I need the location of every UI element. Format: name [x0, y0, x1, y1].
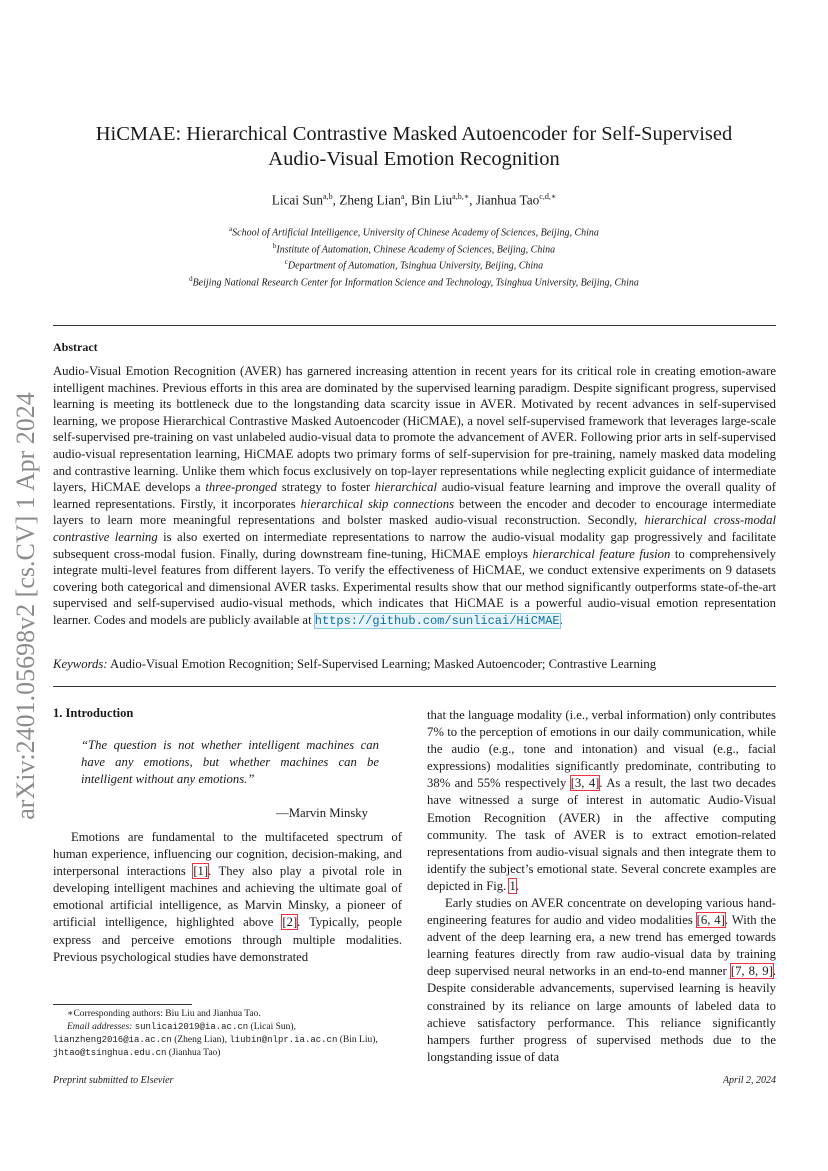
paragraph — [427, 895, 776, 1066]
abstract-heading: Abstract — [53, 340, 98, 354]
footnote — [53, 1008, 402, 1060]
keywords-text: Audio-Visual Emotion Recognition; Self-Supervised Learning; Masked Autoencoder; Contrastive Learning — [107, 657, 657, 671]
citation-link[interactable]: [2] — [282, 915, 298, 930]
title-line-2: Audio-Visual Emotion Recognition — [268, 148, 560, 170]
citation-link[interactable]: [1] — [193, 864, 209, 879]
footnote-rule — [53, 1004, 192, 1005]
citation-link[interactable]: [6, 4] — [696, 913, 725, 928]
affiliation — [0, 240, 828, 257]
abstract-emphasis: hierarchical — [374, 480, 438, 495]
intro-right-column-p1 — [427, 707, 776, 895]
email-owner: (Licai Sun), — [248, 1022, 296, 1032]
paragraph-text: that the language modality (i.e., verbal information) only contributes 7% to the perception of emotions in our daily communication, while the audio (e.g., tone and intonation) and visual (e.g., facial expressions) modalities significantly predominate, contributing to 38% and 55% respectively — [427, 708, 776, 791]
abstract-bottom-rule — [53, 686, 776, 687]
paragraph-text: . They also play a pivotal role in developing intelligent machines and achieving the ultimate goal of emotional artificial intelligence, as Marvin Minsky, a pioneer of artificial intelligence, highlighted above — [53, 864, 402, 930]
affiliation-mark: c — [284, 258, 288, 267]
paragraph-text: . — [515, 878, 519, 893]
abstract-text: Audio-Visual Emotion Recognition (AVER) has garnered increasing attention in recent years for its critical role in creating emotion-aware intelligent machines. Previous efforts in this area are dominated by the supervised learning paradigm. Despite significant progress, supervised learning is meeting its bottleneck due to the longstanding data scarcity issue in AVER. Motivated by recent advances in self-supervised learning, we propose Hierarchical Contrastive Masked Autoencoder (HiCMAE), a novel self-supervised framework that leverages large-scale self-supervised pre-training on vast unlabeled audio-visual data to promote the advancement of AVER. Following prior arts in self-supervised audio-visual representation learning, HiCMAE adopts two primary forms of self-supervision for pre-training, namely masked data modeling and contrastive learning. Unlike them which focus exclusively on top-layer representations while neglecting explicit guidance of intermediate layers, HiCMAE develops a — [53, 364, 776, 495]
arxiv-id: arXiv:2401.05698v2 [cs.CV] 1 Apr 2024 — [11, 392, 40, 820]
email-link[interactable]: jhtao@tsinghua.edu.cn — [53, 1048, 167, 1058]
abstract-text: strategy to foster — [277, 480, 375, 495]
affiliation — [0, 256, 828, 273]
email-link[interactable]: lianzheng2016@ia.ac.cn — [53, 1035, 172, 1045]
paragraph — [427, 707, 776, 895]
paragraph-text: . As a result, the last two decades have witnessed a surge of interest in automatic Audio-Visual Emotion Recognition (AVER) in the affective computing community. The task of AVER is to extract emotion-related representations from audio-visual signals and then integrate them to identify the subject’s emotional state. Several concrete examples are depicted in Fig. — [427, 776, 776, 893]
paragraph — [53, 829, 402, 966]
title-line-1: HiCMAE: Hierarchical Contrastive Masked Autoencoder for Self-Supervised — [95, 123, 733, 145]
abstract-emphasis: hierarchical skip connections — [300, 496, 455, 511]
intro-left-column — [53, 829, 402, 966]
author-name: Jianhua Tao — [475, 192, 540, 208]
author-name: Licai Sun — [271, 192, 324, 208]
abstract-text: between the encoder and decoder to encourage intermediate layers to learn more meaningful representations and bolster masked audio-visual reconstruction. Secondly, — [53, 496, 776, 528]
footer-date: April 2, 2024 — [722, 1075, 776, 1086]
citation-link[interactable]: [3, 4] — [570, 776, 600, 791]
author-name: Bin Liu — [411, 192, 453, 208]
author-affil-mark: a,b — [323, 192, 333, 201]
section-heading-introduction: 1. Introduction — [53, 706, 134, 720]
affiliation-text: School of Artificial Intelligence, University of Chinese Academy of Sciences, Beijing, China — [232, 227, 599, 239]
affiliation-text: Department of Automation, Tsinghua University, Beijing, China — [287, 260, 544, 272]
affiliation-text: Beijing National Research Center for Information Science and Technology, Tsinghua University, Beijing, China — [192, 276, 639, 288]
abstract-top-rule — [53, 325, 776, 326]
abstract-emphasis: three-pronged — [205, 480, 278, 495]
email-owner: (Zheng Lian), — [171, 1035, 230, 1045]
corresponding-authors: ∗Corresponding authors: Biu Liu and Jianhua Tao. — [67, 1009, 261, 1019]
abstract-text: to comprehensively integrate multi-level features from different layers. To verify the effectiveness of HiCMAE, we conduct extensive experiments on 9 datasets covering both categorical and dimensional AVER tasks. Experimental results show that our method significantly outperforms state-of-the-art supervised and self-supervised audio-visual methods, which indicates that HiCMAE is a powerful audio-visual emotion representation learner. Codes and models are publicly available at — [53, 546, 776, 627]
figure-link[interactable]: 1 — [509, 878, 516, 893]
email-owner: (Jianhua Tao) — [166, 1048, 221, 1058]
paper-title — [0, 122, 828, 172]
paragraph-text: . Typically, people express and perceive emotions through multiple modalities. Previous psychological studies have demonstrated — [53, 915, 402, 964]
intro-right-column-p2 — [427, 895, 776, 1066]
author-affil-mark: a — [400, 192, 405, 201]
paragraph-text: Emotions are fundamental to the multifaceted spectrum of human experience, influencing our cognition, decision-making, and interpersonal interactions — [53, 830, 402, 879]
affiliation-mark: a — [229, 225, 233, 233]
affiliation — [0, 273, 828, 290]
email-link[interactable]: liubin@nlpr.ia.ac.cn — [229, 1035, 338, 1045]
email-owner: (Bin Liu), — [337, 1035, 378, 1045]
email-label: Email addresses: — [67, 1022, 133, 1032]
keywords-label: Keywords: — [53, 657, 108, 671]
code-repo-link[interactable]: https://github.com/sunlicai/HiCMAE — [314, 613, 560, 628]
abstract-text: . — [559, 612, 563, 627]
abstract-body — [53, 363, 776, 630]
email-link[interactable]: sunlicai2019@ia.ac.cn — [134, 1022, 249, 1032]
author-affil-mark: a,b,∗ — [452, 192, 470, 201]
abstract-emphasis: hierarchical cross-modal contrastive learning — [53, 513, 776, 544]
abstract-text: audio-visual feature learning and improve the overall quality of learned representations. Firstly, it incorporates — [53, 480, 777, 511]
epigraph-author: —Marvin Minsky — [276, 806, 368, 820]
paragraph-text: . Despite considerable advancements, supervised learning is heavily constrained by its reliance on large amounts of labeled data to achieve satisfactory performance. This reliance significantly hampers further progress of supervised methods due to the longstanding issue of data — [427, 964, 777, 1064]
author-list: Licai Sun$^{a,b}$, Zheng Lian$^a$, Bin Liu$^{a,b,∗}$, Jianhua Tao$^{c,d,∗}$ — [271, 192, 557, 208]
author-affil-mark: c,d,∗ — [539, 192, 557, 201]
epigraph-quote: “The question is not whether intelligent machines can have any emotions, but whether machines can be intelligent without any emotions.” — [81, 738, 379, 786]
affiliation-text: Institute of Automation, Chinese Academy of Sciences, Beijing, China — [276, 243, 556, 255]
keywords — [53, 657, 776, 672]
arxiv-stamp — [6, 364, 46, 848]
affiliation-mark: d — [189, 274, 193, 283]
abstract-text: is also exerted on intermediate representations to narrow the audio-visual modality gap progressively and facilitate subsequent cross-modal fusion. Finally, during downstream fine-tuning, HiCMAE employs — [53, 529, 776, 561]
author-name: Zheng Lian — [339, 192, 401, 208]
abstract-emphasis: hierarchical feature fusion — [532, 546, 671, 561]
citation-link[interactable]: [7, 8, 9] — [730, 964, 773, 979]
paragraph-text: Early studies on AVER concentrate on developing various hand-engineering features for audio and video modalities — [427, 896, 776, 928]
email-addresses — [53, 1021, 402, 1060]
affiliation — [0, 223, 828, 240]
affiliation-list — [0, 223, 828, 289]
affiliation-mark: b — [272, 241, 277, 250]
footer-left: Preprint submitted to Elsevier — [53, 1075, 174, 1086]
paragraph-text: . With the advent of the deep learning era, a new trend has emerged towards learning features directly from raw audio-visual data by training deep supervised neural networks in an end-to-end manner — [427, 913, 776, 979]
